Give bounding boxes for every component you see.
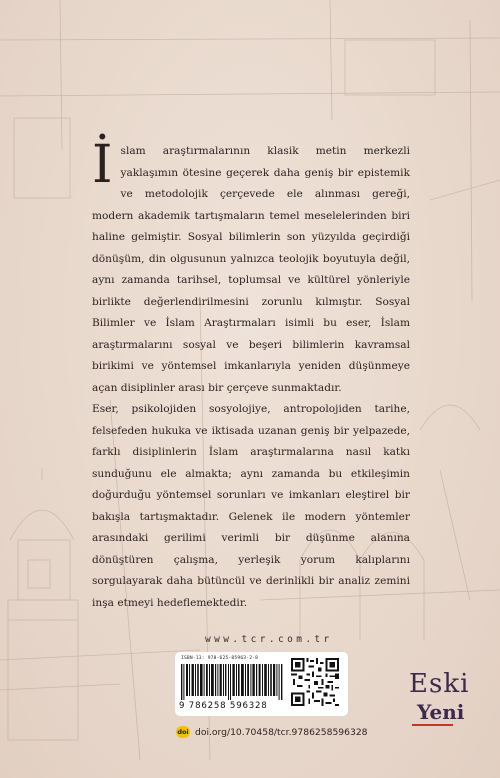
qr-code-icon[interactable] bbox=[291, 658, 339, 706]
publisher-website[interactable]: www.tcr.com.tr bbox=[205, 634, 333, 645]
isbn-label: ISBN-13: 978-625-85963-2-8 bbox=[181, 656, 259, 661]
isbn-barcode-panel bbox=[175, 652, 348, 716]
blurb-paragraph-2: Eser, psikolojiden sosyolojiye, antropolojiden tarihe, felsefeden hukuka ve iktisada uzanan geniş bir yelpazede, farklı disiplinlerin İslam araştırmalarına nasıl katkı sunduğunu ele almakta; aynı zamanda bu etkileşimin doğurduğu yöntemsel sorunları ve imkanları eleştirel bir bakışla tartışmaktadır. Gelenek ile modern yöntemler arasındaki gerilimi verimli bir düşünme alanına dönüştüren çalışma, yerleşik yorum kalıplarını sorgulayarak daha bütüncül ve derinlikli bir analiz zemini inşa etmeyi hedeflemektedir. bbox=[92, 403, 410, 609]
logo-accent-line bbox=[412, 724, 453, 726]
blurb-paragraph-1 bbox=[92, 135, 410, 399]
blurb-paragraph-1-text: slam araştırmalarının klasik metin merkezli yaklaşımın ötesine geçerek daha geniş bir epistemik ve metodolojik çerçevede ele alınması gereği, modern akademik tartışmaların temel meselelerinden biri haline gelmiştir. Sosyal bilimlerin son yüzyılda geçirdiği dönüşüm, din olgusunun yalnızca teolojik boyutuyla değil, aynı zamanda tarihsel, toplumsal ve kültürel yönleriyle birlikte değerlendirilmesini zorunlu kılmıştır. Sosyal Bilimler ve İslam Araştırmaları isimli bu eser, İslam araştırmalarını sosyal ve beşeri bilimlerin kavramsal birikimi ve yöntemsel imkanlarıyla yeniden düşünmeye açan disiplinler arası bir çerçeve sunmaktadır. bbox=[92, 145, 410, 394]
doi-icon: doi bbox=[177, 728, 189, 736]
back-cover-blurb bbox=[92, 135, 410, 614]
isbn-digits: 9 786258 596328 bbox=[179, 701, 268, 711]
doi-link[interactable]: doi.org/10.70458/tcr.9786258596328 bbox=[195, 726, 368, 738]
barcode-icon bbox=[181, 664, 283, 700]
drop-cap: İ bbox=[92, 135, 113, 195]
publisher-logo-top: Eski bbox=[409, 669, 470, 699]
publisher-logo bbox=[409, 655, 469, 735]
doi-link-row[interactable] bbox=[176, 725, 368, 739]
publisher-logo-bottom: Yeni bbox=[417, 700, 465, 724]
